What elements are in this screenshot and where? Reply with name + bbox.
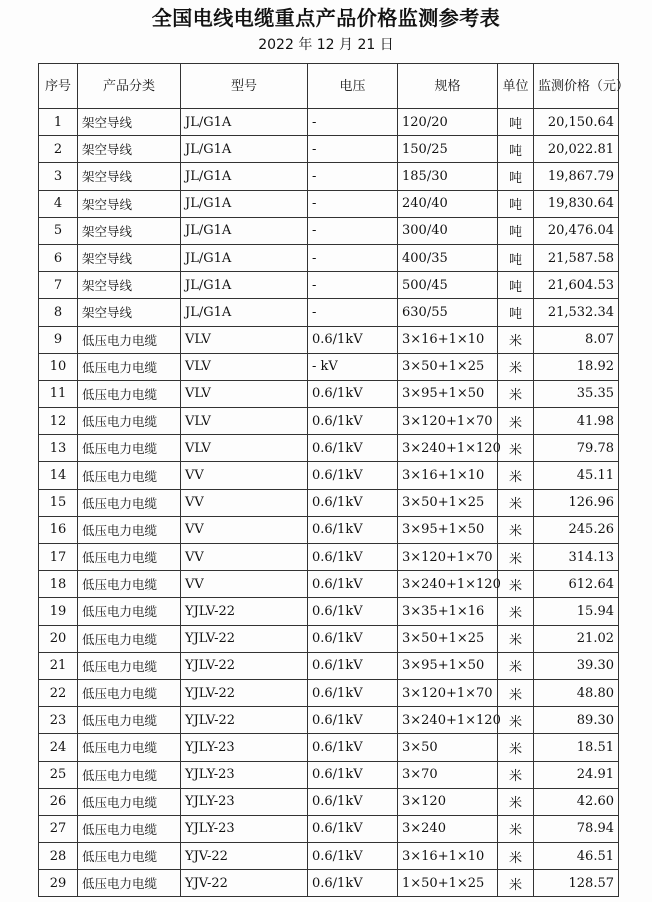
cell-model: YJLV-22 bbox=[181, 598, 308, 625]
table-row bbox=[39, 136, 619, 163]
cell-model: JL/G1A bbox=[181, 163, 308, 190]
cell-voltage: 0.6/1kV bbox=[308, 815, 398, 842]
cell-price: 20,476.04 bbox=[534, 217, 619, 244]
cell-category: 架空导线 bbox=[78, 109, 181, 136]
cell-unit: 米 bbox=[498, 462, 534, 489]
cell-unit: 米 bbox=[498, 843, 534, 870]
cell-no: 14 bbox=[39, 462, 78, 489]
cell-voltage: 0.6/1kV bbox=[308, 761, 398, 788]
cell-price: 128.57 bbox=[534, 870, 619, 897]
cell-category: 架空导线 bbox=[78, 136, 181, 163]
cell-unit: 吨 bbox=[498, 217, 534, 244]
cell-no: 29 bbox=[39, 870, 78, 897]
cell-no: 27 bbox=[39, 815, 78, 842]
cell-unit: 米 bbox=[498, 544, 534, 571]
cell-price: 8.07 bbox=[534, 326, 619, 353]
cell-unit: 米 bbox=[498, 435, 534, 462]
cell-spec: 1×50+1×25 bbox=[398, 870, 498, 897]
cell-spec: 3×16+1×10 bbox=[398, 326, 498, 353]
cell-category: 架空导线 bbox=[78, 163, 181, 190]
page-title: 全国电线电缆重点产品价格监测参考表 bbox=[151, 6, 501, 30]
cell-voltage: 0.6/1kV bbox=[308, 652, 398, 679]
table-row bbox=[39, 489, 619, 516]
cell-price: 46.51 bbox=[534, 843, 619, 870]
cell-no: 3 bbox=[39, 163, 78, 190]
cell-model: VLV bbox=[181, 353, 308, 380]
cell-voltage: 0.6/1kV bbox=[308, 870, 398, 897]
cell-category: 低压电力电缆 bbox=[78, 408, 181, 435]
cell-category: 架空导线 bbox=[78, 272, 181, 299]
cell-unit: 米 bbox=[498, 870, 534, 897]
cell-price: 24.91 bbox=[534, 761, 619, 788]
cell-spec: 3×70 bbox=[398, 761, 498, 788]
cell-unit: 吨 bbox=[498, 244, 534, 271]
cell-spec: 3×16+1×10 bbox=[398, 843, 498, 870]
table-row bbox=[39, 815, 619, 842]
cell-category: 低压电力电缆 bbox=[78, 679, 181, 706]
cell-category: 架空导线 bbox=[78, 299, 181, 326]
cell-price: 21,604.53 bbox=[534, 272, 619, 299]
cell-spec: 3×240+1×120 bbox=[398, 571, 498, 598]
cell-category: 低压电力电缆 bbox=[78, 625, 181, 652]
cell-no: 1 bbox=[39, 109, 78, 136]
header-row bbox=[39, 64, 619, 109]
cell-unit: 米 bbox=[498, 734, 534, 761]
cell-unit: 米 bbox=[498, 353, 534, 380]
cell-voltage: 0.6/1kV bbox=[308, 544, 398, 571]
cell-no: 10 bbox=[39, 353, 78, 380]
cell-price: 19,830.64 bbox=[534, 190, 619, 217]
cell-unit: 米 bbox=[498, 788, 534, 815]
header-no: 序号 bbox=[39, 64, 78, 109]
cell-voltage: 0.6/1kV bbox=[308, 516, 398, 543]
table-row bbox=[39, 625, 619, 652]
cell-spec: 3×95+1×50 bbox=[398, 380, 498, 407]
cell-spec: 400/35 bbox=[398, 244, 498, 271]
table-row bbox=[39, 788, 619, 815]
cell-model: VV bbox=[181, 462, 308, 489]
table-row bbox=[39, 190, 619, 217]
cell-voltage: 0.6/1kV bbox=[308, 734, 398, 761]
cell-model: JL/G1A bbox=[181, 136, 308, 163]
cell-unit: 米 bbox=[498, 408, 534, 435]
cell-voltage: 0.6/1kV bbox=[308, 843, 398, 870]
cell-spec: 3×120 bbox=[398, 788, 498, 815]
cell-category: 低压电力电缆 bbox=[78, 761, 181, 788]
table-header bbox=[39, 64, 630, 109]
cell-category: 低压电力电缆 bbox=[78, 870, 181, 897]
cell-voltage: 0.6/1kV bbox=[308, 788, 398, 815]
cell-category: 低压电力电缆 bbox=[78, 326, 181, 353]
cell-no: 11 bbox=[39, 380, 78, 407]
cell-model: VLV bbox=[181, 326, 308, 353]
cell-model: YJLY-23 bbox=[181, 761, 308, 788]
cell-spec: 3×120+1×70 bbox=[398, 544, 498, 571]
cell-unit: 米 bbox=[498, 598, 534, 625]
price-table bbox=[38, 63, 630, 897]
cell-voltage: 0.6/1kV bbox=[308, 489, 398, 516]
cell-unit: 米 bbox=[498, 707, 534, 734]
cell-spec: 3×50+1×25 bbox=[398, 489, 498, 516]
table-row bbox=[39, 598, 619, 625]
cell-unit: 吨 bbox=[498, 163, 534, 190]
cell-no: 2 bbox=[39, 136, 78, 163]
table-row bbox=[39, 652, 619, 679]
cell-price: 18.51 bbox=[534, 734, 619, 761]
cell-category: 低压电力电缆 bbox=[78, 489, 181, 516]
table-row bbox=[39, 272, 619, 299]
cell-price: 35.35 bbox=[534, 380, 619, 407]
cell-price: 39.30 bbox=[534, 652, 619, 679]
cell-no: 7 bbox=[39, 272, 78, 299]
cell-category: 低压电力电缆 bbox=[78, 571, 181, 598]
cell-no: 22 bbox=[39, 679, 78, 706]
cell-model: YJLV-22 bbox=[181, 625, 308, 652]
header-spec: 规格 bbox=[398, 64, 498, 109]
cell-price: 314.13 bbox=[534, 544, 619, 571]
cell-model: VV bbox=[181, 571, 308, 598]
table-row bbox=[39, 217, 619, 244]
table-row bbox=[39, 299, 619, 326]
report-date: 2022 年 12 月 21 日 bbox=[258, 37, 394, 53]
table-row bbox=[39, 516, 619, 543]
cell-model: YJLY-23 bbox=[181, 788, 308, 815]
cell-unit: 米 bbox=[498, 815, 534, 842]
cell-voltage: 0.6/1kV bbox=[308, 679, 398, 706]
cell-unit: 吨 bbox=[498, 136, 534, 163]
cell-model: VLV bbox=[181, 380, 308, 407]
cell-price: 89.30 bbox=[534, 707, 619, 734]
cell-spec: 3×95+1×50 bbox=[398, 516, 498, 543]
cell-category: 低压电力电缆 bbox=[78, 734, 181, 761]
cell-model: JL/G1A bbox=[181, 272, 308, 299]
cell-voltage: 0.6/1kV bbox=[308, 326, 398, 353]
cell-model: JL/G1A bbox=[181, 217, 308, 244]
table-row bbox=[39, 109, 619, 136]
cell-voltage: - bbox=[308, 109, 398, 136]
cell-price: 20,150.64 bbox=[534, 109, 619, 136]
cell-price: 15.94 bbox=[534, 598, 619, 625]
table-row bbox=[39, 380, 619, 407]
cell-no: 20 bbox=[39, 625, 78, 652]
cell-category: 低压电力电缆 bbox=[78, 788, 181, 815]
cell-category: 低压电力电缆 bbox=[78, 843, 181, 870]
cell-no: 15 bbox=[39, 489, 78, 516]
cell-no: 21 bbox=[39, 652, 78, 679]
cell-price: 45.11 bbox=[534, 462, 619, 489]
table-row bbox=[39, 707, 619, 734]
cell-category: 低压电力电缆 bbox=[78, 435, 181, 462]
cell-model: JL/G1A bbox=[181, 109, 308, 136]
cell-price: 21,532.34 bbox=[534, 299, 619, 326]
table-row bbox=[39, 462, 619, 489]
table-row bbox=[39, 326, 619, 353]
cell-voltage: 0.6/1kV bbox=[308, 598, 398, 625]
cell-voltage: - bbox=[308, 217, 398, 244]
cell-model: YJLY-23 bbox=[181, 815, 308, 842]
cell-model: VV bbox=[181, 544, 308, 571]
cell-model: YJV-22 bbox=[181, 843, 308, 870]
cell-spec: 3×120+1×70 bbox=[398, 408, 498, 435]
cell-spec: 3×240+1×120 bbox=[398, 707, 498, 734]
cell-price: 79.78 bbox=[534, 435, 619, 462]
cell-category: 低压电力电缆 bbox=[78, 815, 181, 842]
cell-category: 低压电力电缆 bbox=[78, 353, 181, 380]
cell-model: VLV bbox=[181, 435, 308, 462]
cell-no: 13 bbox=[39, 435, 78, 462]
cell-no: 17 bbox=[39, 544, 78, 571]
cell-unit: 吨 bbox=[498, 299, 534, 326]
header-category: 产品分类 bbox=[78, 64, 181, 109]
cell-voltage: 0.6/1kV bbox=[308, 462, 398, 489]
cell-price: 126.96 bbox=[534, 489, 619, 516]
cell-price: 18.92 bbox=[534, 353, 619, 380]
cell-no: 23 bbox=[39, 707, 78, 734]
cell-voltage: 0.6/1kV bbox=[308, 435, 398, 462]
cell-no: 9 bbox=[39, 326, 78, 353]
cell-spec: 185/30 bbox=[398, 163, 498, 190]
cell-spec: 3×35+1×16 bbox=[398, 598, 498, 625]
cell-category: 低压电力电缆 bbox=[78, 380, 181, 407]
cell-voltage: - bbox=[308, 190, 398, 217]
cell-unit: 吨 bbox=[498, 272, 534, 299]
table-row bbox=[39, 408, 619, 435]
cell-voltage: 0.6/1kV bbox=[308, 707, 398, 734]
cell-category: 低压电力电缆 bbox=[78, 707, 181, 734]
cell-spec: 120/20 bbox=[398, 109, 498, 136]
table-row bbox=[39, 353, 619, 380]
cell-spec: 3×240+1×120 bbox=[398, 435, 498, 462]
cell-model: YJLV-22 bbox=[181, 652, 308, 679]
cell-category: 架空导线 bbox=[78, 217, 181, 244]
cell-price: 41.98 bbox=[534, 408, 619, 435]
cell-unit: 米 bbox=[498, 652, 534, 679]
header-model: 型号 bbox=[181, 64, 308, 109]
cell-voltage: 0.6/1kV bbox=[308, 380, 398, 407]
cell-voltage: 0.6/1kV bbox=[308, 625, 398, 652]
cell-model: YJLV-22 bbox=[181, 679, 308, 706]
cell-model: JL/G1A bbox=[181, 190, 308, 217]
cell-category: 低压电力电缆 bbox=[78, 544, 181, 571]
cell-no: 12 bbox=[39, 408, 78, 435]
cell-price: 42.60 bbox=[534, 788, 619, 815]
cell-model: VV bbox=[181, 489, 308, 516]
cell-model: YJLV-22 bbox=[181, 707, 308, 734]
cell-no: 26 bbox=[39, 788, 78, 815]
cell-unit: 米 bbox=[498, 761, 534, 788]
cell-category: 低压电力电缆 bbox=[78, 462, 181, 489]
cell-unit: 吨 bbox=[498, 109, 534, 136]
cell-unit: 米 bbox=[498, 625, 534, 652]
cell-model: JL/G1A bbox=[181, 299, 308, 326]
cell-no: 8 bbox=[39, 299, 78, 326]
cell-no: 25 bbox=[39, 761, 78, 788]
cell-category: 架空导线 bbox=[78, 244, 181, 271]
cell-spec: 500/45 bbox=[398, 272, 498, 299]
cell-voltage: 0.6/1kV bbox=[308, 408, 398, 435]
cell-no: 6 bbox=[39, 244, 78, 271]
cell-price: 20,022.81 bbox=[534, 136, 619, 163]
cell-spec: 3×120+1×70 bbox=[398, 679, 498, 706]
table-row bbox=[39, 679, 619, 706]
table-body bbox=[39, 109, 619, 897]
cell-voltage: - kV bbox=[308, 353, 398, 380]
table-row bbox=[39, 843, 619, 870]
cell-category: 低压电力电缆 bbox=[78, 516, 181, 543]
cell-voltage: - bbox=[308, 299, 398, 326]
cell-unit: 米 bbox=[498, 380, 534, 407]
cell-model: JL/G1A bbox=[181, 244, 308, 271]
cell-spec: 3×50+1×25 bbox=[398, 353, 498, 380]
cell-category: 低压电力电缆 bbox=[78, 652, 181, 679]
cell-unit: 米 bbox=[498, 679, 534, 706]
cell-voltage: 0.6/1kV bbox=[308, 571, 398, 598]
cell-price: 21,587.58 bbox=[534, 244, 619, 271]
cell-voltage: - bbox=[308, 272, 398, 299]
cell-no: 5 bbox=[39, 217, 78, 244]
table-row bbox=[39, 761, 619, 788]
cell-voltage: - bbox=[308, 163, 398, 190]
header-voltage: 电压 bbox=[308, 64, 398, 109]
cell-unit: 米 bbox=[498, 326, 534, 353]
cell-unit: 米 bbox=[498, 489, 534, 516]
cell-unit: 米 bbox=[498, 571, 534, 598]
cell-no: 18 bbox=[39, 571, 78, 598]
table-row bbox=[39, 870, 619, 897]
cell-voltage: - bbox=[308, 136, 398, 163]
cell-spec: 150/25 bbox=[398, 136, 498, 163]
table-row bbox=[39, 544, 619, 571]
cell-no: 16 bbox=[39, 516, 78, 543]
cell-spec: 3×50 bbox=[398, 734, 498, 761]
cell-no: 24 bbox=[39, 734, 78, 761]
cell-price: 19,867.79 bbox=[534, 163, 619, 190]
header-price: 监测价格（元） bbox=[534, 64, 619, 109]
cell-spec: 630/55 bbox=[398, 299, 498, 326]
cell-price: 245.26 bbox=[534, 516, 619, 543]
cell-price: 78.94 bbox=[534, 815, 619, 842]
table-row bbox=[39, 163, 619, 190]
cell-model: VLV bbox=[181, 408, 308, 435]
table-row bbox=[39, 435, 619, 462]
header-unit: 单位 bbox=[498, 64, 534, 109]
cell-model: VV bbox=[181, 516, 308, 543]
cell-model: YJLY-23 bbox=[181, 734, 308, 761]
table-row bbox=[39, 734, 619, 761]
cell-spec: 3×95+1×50 bbox=[398, 652, 498, 679]
table-row bbox=[39, 244, 619, 271]
cell-unit: 吨 bbox=[498, 190, 534, 217]
table-row bbox=[39, 571, 619, 598]
cell-no: 19 bbox=[39, 598, 78, 625]
cell-spec: 3×16+1×10 bbox=[398, 462, 498, 489]
cell-voltage: - bbox=[308, 244, 398, 271]
cell-spec: 240/40 bbox=[398, 190, 498, 217]
cell-category: 架空导线 bbox=[78, 190, 181, 217]
cell-no: 4 bbox=[39, 190, 78, 217]
cell-spec: 3×240 bbox=[398, 815, 498, 842]
cell-model: YJV-22 bbox=[181, 870, 308, 897]
cell-spec: 3×50+1×25 bbox=[398, 625, 498, 652]
cell-price: 612.64 bbox=[534, 571, 619, 598]
cell-unit: 米 bbox=[498, 516, 534, 543]
cell-category: 低压电力电缆 bbox=[78, 598, 181, 625]
cell-spec: 300/40 bbox=[398, 217, 498, 244]
cell-price: 48.80 bbox=[534, 679, 619, 706]
cell-price: 21.02 bbox=[534, 625, 619, 652]
cell-no: 28 bbox=[39, 843, 78, 870]
